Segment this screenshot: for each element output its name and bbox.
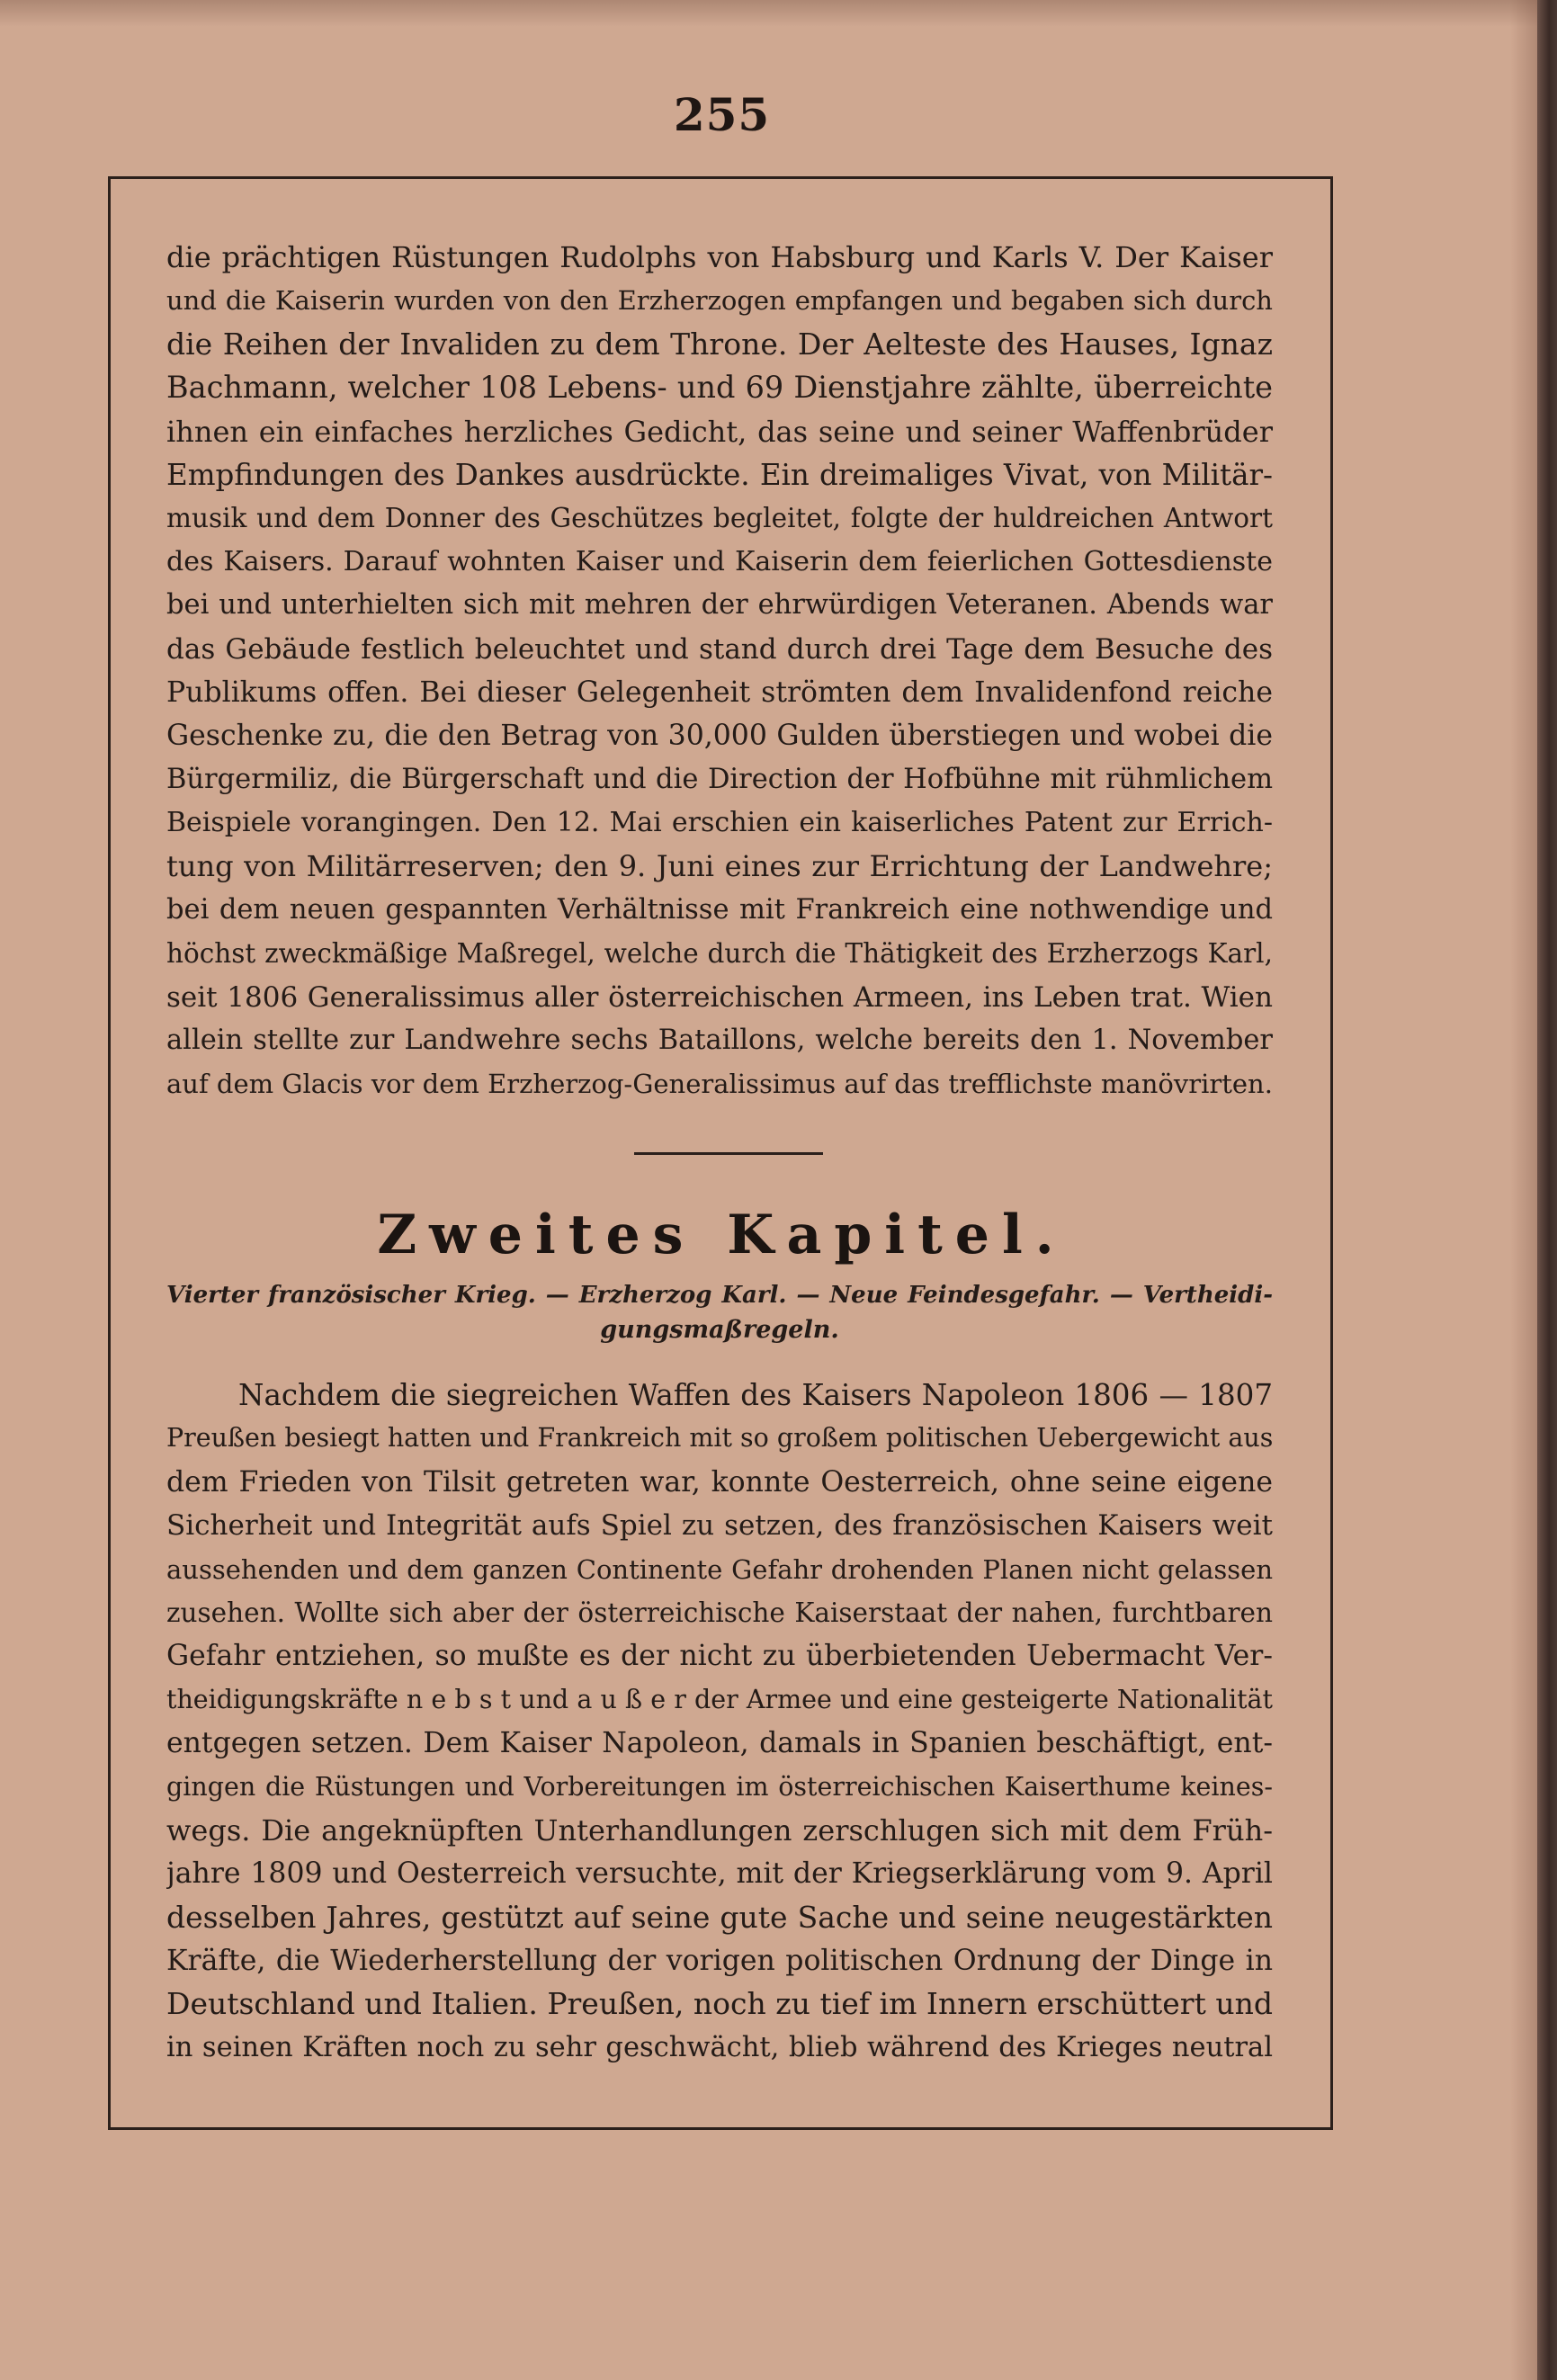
binding-shadow <box>1510 0 1537 2380</box>
chapter-summary-line: gungsmaßregeln. <box>600 1316 839 1344</box>
text-line: höchst zweckmäßige Maßregel, welche durch die Thätigkeit des Erzherzogs Karl, <box>166 938 1273 970</box>
text-line: in seinen Kräften noch zu sehr geschwächt, blieb während des Krieges neutral <box>166 2031 1273 2063</box>
text-line: die Reihen der Invaliden zu dem Throne. Der Aelteste des Hauses, Ignaz <box>166 326 1273 362</box>
text-line: Beispiele vorangingen. Den 12. Mai erschien ein kaiserliches Patent zur Errich- <box>166 807 1273 839</box>
text-line: wegs. Die angeknüpften Unterhandlungen zerschlugen sich mit dem Früh- <box>166 1812 1273 1848</box>
text-line: seit 1806 Generalissimus aller österreichischen Armeen, ins Leben trat. Wien <box>166 980 1273 1014</box>
text-line: zusehen. Wollte sich aber der österreichische Kaiserstaat der nahen, furchtbaren <box>166 1597 1273 1628</box>
text-line: und die Kaiserin wurden von den Erzherzogen empfangen und begaben sich durch <box>166 285 1273 317</box>
text-line: aussehenden und dem ganzen Continente Gefahr drohenden Planen nicht gelassen <box>166 1553 1273 1585</box>
text-line: ihnen ein einfaches herzliches Gedicht, das seine und seiner Waffenbrüder <box>166 414 1273 449</box>
text-line: Empfindungen des Dankes ausdrückte. Ein dreimaliges Vivat, von Militär- <box>166 457 1273 492</box>
text-line: des Kaisers. Darauf wohnten Kaiser und Kaiserin dem feierlichen Gottesdienste <box>166 545 1273 577</box>
text-line: allein stellte zur Landwehre sechs Bataillons, welche bereits den 1. November <box>166 1024 1273 1057</box>
text-line: gingen die Rüstungen und Vorbereitungen im österreichischen Kaiserthume keines- <box>166 1771 1273 1802</box>
page-number: 255 <box>673 88 771 141</box>
chapter-summary-line: Vierter französischer Krieg. — Erzherzog Karl. — Neue Feindesgefahr. — Vertheidi- <box>166 1282 1273 1309</box>
text-line: auf dem Glacis vor dem Erzherzog-Generalissimus auf das trefflichste manövrirten. <box>166 1069 1273 1100</box>
text-line: bei dem neuen gespannten Verhältnisse mit Frankreich eine nothwendige und <box>166 893 1273 926</box>
chapter-title: Zweites Kapitel. <box>377 1203 1067 1266</box>
paragraph-1 <box>166 236 1273 1106</box>
text-line: Geschenke zu, die den Betrag von 30,000 Gulden überstiegen und wobei die <box>166 720 1273 753</box>
text-line: Nachdem die siegreichen Waffen des Kaisers Napoleon 1806 — 1807 <box>238 1378 1273 1412</box>
text-line: Preußen besiegt hatten und Frankreich mit so großem politischen Uebergewicht aus <box>166 1423 1273 1454</box>
text-line: entgegen setzen. Dem Kaiser Napoleon, damals in Spanien beschäftigt, ent- <box>166 1727 1273 1760</box>
text-line: die prächtigen Rüstungen Rudolphs von Habsburg und Karls V. Der Kaiser <box>166 240 1273 274</box>
text-line: jahre 1809 und Oesterreich versuchte, mit der Kriegserklärung vom 9. April <box>166 1857 1273 1891</box>
text-line: Bürgermiliz, die Bürgerschaft und die Direction der Hofbühne mit rühmlichem <box>166 763 1273 795</box>
text-line: theidigungskräfte n e b s t und a u ß e r der Armee und eine gesteigerte Nationalität <box>166 1684 1273 1714</box>
text-line: Deutschland und Italien. Preußen, noch zu tief im Innern erschüttert und <box>166 1986 1273 2022</box>
text-line: Gefahr entziehen, so mußte es der nicht zu überbietenden Uebermacht Ver- <box>166 1640 1273 1673</box>
text-line: Kräfte, die Wiederherstellung der vorigen politischen Ordnung der Dinge in <box>166 1945 1273 1978</box>
text-line: tung von Militärreserven; den 9. Juni eines zur Errichtung der Landwehre; <box>166 849 1273 884</box>
text-line: bei und unterhielten sich mit mehren der ehrwürdigen Veteranen. Abends war <box>166 589 1273 622</box>
paragraph-2 <box>166 1373 1273 2070</box>
text-line: dem Frieden von Tilsit getreten war, konnte Oesterreich, ohne seine eigene <box>166 1465 1273 1499</box>
page-top-shadow <box>0 0 1557 27</box>
text-line: Sicherheit und Integrität aufs Spiel zu setzen, des französischen Kaisers weit <box>166 1509 1273 1543</box>
section-divider <box>634 1152 823 1155</box>
text-line: das Gebäude festlich beleuchtet und stand durch drei Tage dem Besuche des <box>166 632 1273 666</box>
text-line: musik und dem Donner des Geschützes begleitet, folgte der huldreichen Antwort <box>166 503 1273 534</box>
book-binding-edge <box>1537 0 1557 2380</box>
text-line: Bachmann, welcher 108 Lebens- und 69 Dienstjahre zählte, überreichte <box>166 370 1273 406</box>
text-line: desselben Jahres, gestützt auf seine gute Sache und seine neugestärkten <box>166 1899 1273 1935</box>
text-line: Publikums offen. Bei dieser Gelegenheit strömten dem Invalidenfond reiche <box>166 676 1273 709</box>
